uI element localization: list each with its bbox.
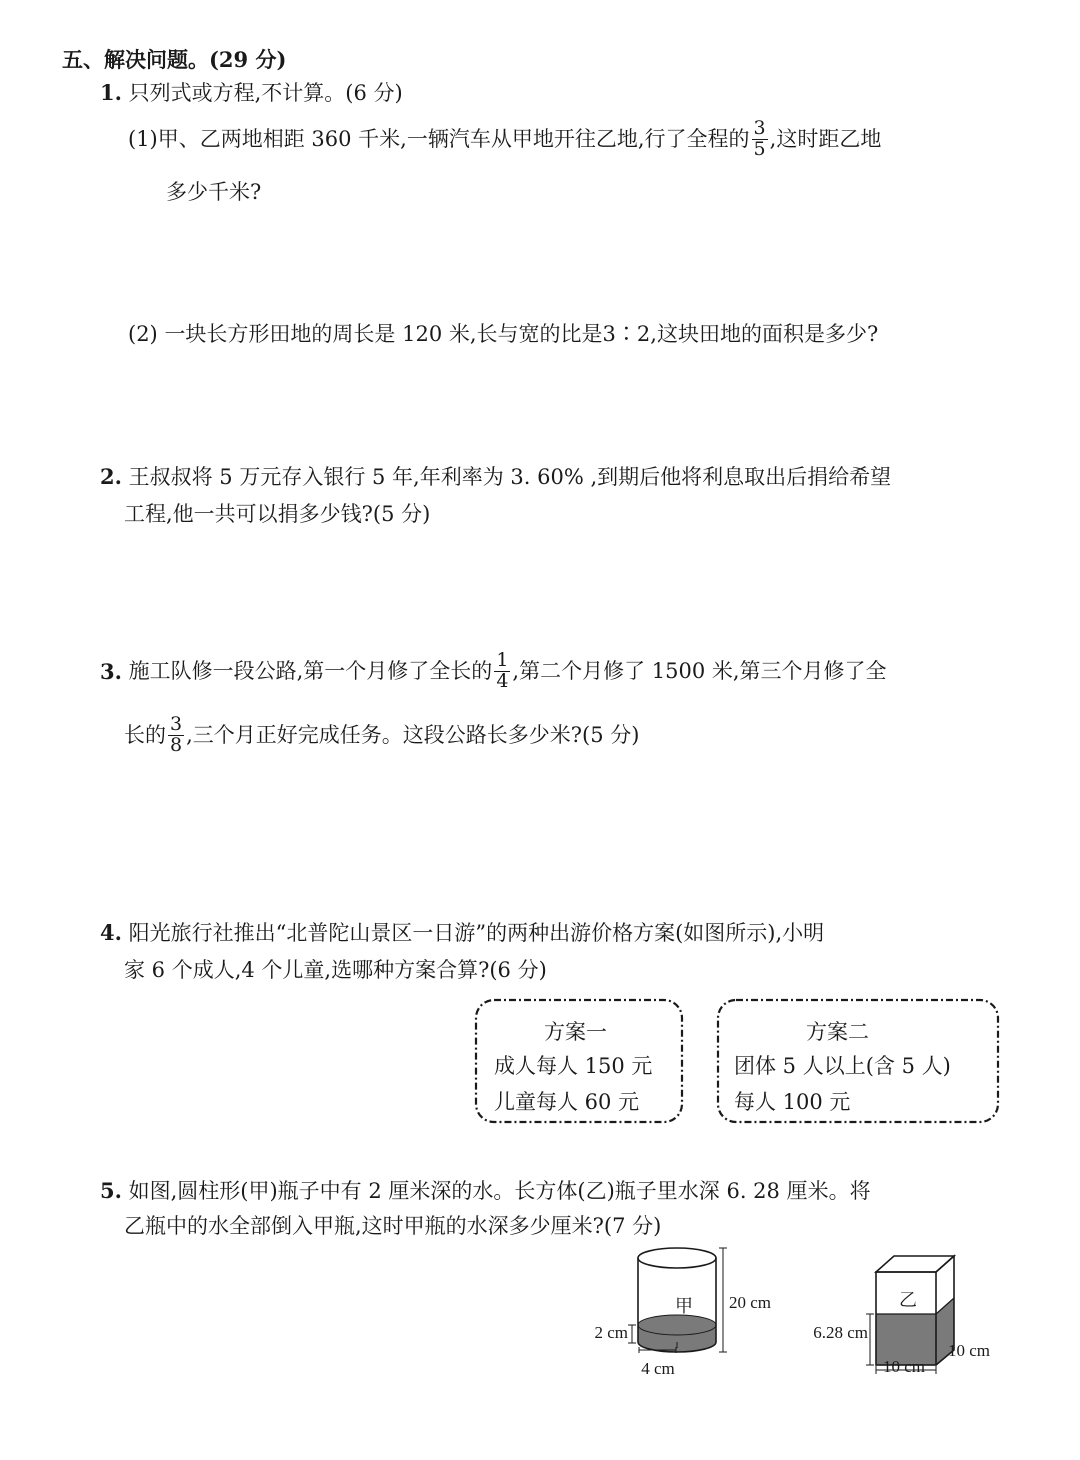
question-1-1-line2: 多少千米? (166, 180, 262, 204)
question-3-line1-after: ,第二个月修了 1500 米,第三个月修了全 (512, 658, 887, 683)
question-3-line2 (124, 712, 639, 758)
question-3 (100, 648, 887, 694)
question-2-line2: 工程,他一共可以捐多少钱?(5 分) (124, 502, 431, 526)
question-4-line2: 家 6 个成人,4 个儿童,选哪种方案合算?(6 分) (124, 958, 547, 982)
box-name: 乙 (899, 1290, 917, 1311)
question-1-2 (128, 324, 878, 345)
fraction-denominator: 8 (170, 733, 183, 756)
question-2-number: 2. (100, 464, 122, 489)
cylinder-name: 甲 (675, 1296, 693, 1317)
fraction-numerator: 3 (753, 116, 766, 139)
question-5-line1: 如图,圆柱形(甲)瓶子中有 2 厘米深的水。长方体(乙)瓶子里水深 6. 28 厘米。将 (128, 1179, 871, 1203)
question-1-2-label: (2) (128, 322, 158, 346)
fraction-numerator: 1 (496, 648, 509, 671)
question-5-line2: 乙瓶中的水全部倒入甲瓶,这时甲瓶的水深多少厘米?(7 分) (124, 1214, 662, 1238)
question-1-1-text-after: ,这时距乙地 (769, 126, 882, 151)
cylinder-radius-label: 4 cm (641, 1359, 675, 1378)
cylinder-jia (594, 1248, 771, 1378)
question-1-1-label: (1) (128, 126, 158, 151)
fraction-1-4 (494, 648, 510, 692)
question-1-1-text-before: 甲、乙两地相距 360 千米,一辆汽车从甲地开往乙地,行了全程的 (157, 126, 750, 151)
question-5 (100, 1180, 871, 1202)
plan1-line2: 儿童每人 60 元 (494, 1090, 640, 1114)
question-4-line1: 阳光旅行社推出“北普陀山景区一日游”的两种出游价格方案(如图所示),小明 (128, 921, 825, 945)
cylinder-height-label: 20 cm (729, 1293, 772, 1312)
plan1-line1: 成人每人 150 元 (494, 1054, 653, 1078)
cylinder-water-label: 2 cm (594, 1323, 628, 1342)
question-3-number: 3. (100, 658, 122, 684)
box-water-label: 6.28 cm (813, 1323, 868, 1342)
fraction-3-5 (752, 116, 768, 160)
question-1-text: 只列式或方程,不计算。(6 分) (128, 81, 403, 105)
plan2-line2: 每人 100 元 (734, 1090, 851, 1114)
question-1 (100, 82, 403, 104)
plan1-title: 方案一 (544, 1020, 607, 1044)
box-depth-label: 10 cm (948, 1341, 991, 1360)
box-yi (813, 1256, 990, 1376)
fraction-denominator: 4 (496, 669, 509, 692)
section-title: 五、解决问题。(29 分) (62, 47, 287, 72)
fraction-denominator: 5 (753, 137, 766, 160)
box-width-label: 10 cm (882, 1357, 926, 1376)
question-1-number: 1. (100, 80, 122, 105)
fraction-numerator: 3 (170, 712, 183, 735)
bottles-diagram (570, 1236, 1010, 1386)
question-4 (100, 922, 824, 944)
fraction-3-8 (168, 712, 184, 756)
question-1-1 (128, 116, 881, 162)
question-2-line1: 王叔叔将 5 万元存入银行 5 年,年利率为 3. 60% ,到期后他将利息取出后捐给希望 (128, 465, 892, 489)
question-4-number: 4. (100, 920, 122, 945)
plan2-title: 方案二 (806, 1020, 869, 1044)
question-5-number: 5. (100, 1178, 122, 1203)
question-3-line2-after: ,三个月正好完成任务。这段公路长多少米?(5 分) (186, 722, 640, 747)
question-1-2-text: 一块长方形田地的周长是 120 米,长与宽的比是3∶2,这块田地的面积是多少? (164, 322, 879, 346)
question-3-line2-before: 长的 (124, 722, 166, 747)
question-3-line1-before: 施工队修一段公路,第一个月修了全长的 (128, 658, 493, 683)
question-2 (100, 466, 891, 488)
plan2-line1: 团体 5 人以上(含 5 人) (734, 1054, 951, 1078)
